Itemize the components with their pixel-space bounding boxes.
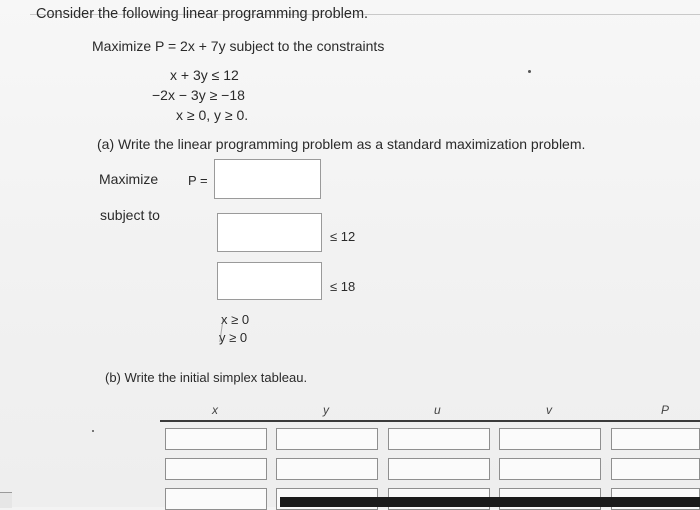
p-equals-label: P = — [188, 173, 208, 188]
maximize-label: Maximize — [99, 171, 159, 187]
corner-mark — [0, 492, 12, 508]
constraint-1: x + 3y ≤ 12 — [170, 67, 239, 83]
objective-answer-box[interactable] — [214, 159, 321, 199]
tableau-header-v: v — [546, 403, 552, 417]
stray-dot — [528, 70, 531, 73]
tableau-cell[interactable] — [276, 458, 378, 480]
constraint-2-rhs: ≤ 18 — [330, 279, 356, 294]
constraint-2: −2x − 3y ≥ −18 — [152, 87, 245, 103]
tableau-cell[interactable] — [165, 458, 267, 480]
objective-statement: Maximize P = 2x + 7y subject to the constraints — [92, 38, 385, 54]
constraint-nonnegativity: x ≥ 0, y ≥ 0. — [176, 107, 249, 123]
stray-dot — [92, 430, 94, 432]
nonnegativity-x: x ≥ 0 — [221, 312, 250, 327]
constraint-2-answer-box[interactable] — [217, 262, 322, 300]
constraint-1-answer-box[interactable] — [217, 213, 322, 252]
tableau-header-y: y — [323, 403, 329, 417]
tableau-header-x: x — [212, 403, 218, 417]
nonnegativity-y: y ≥ 0 — [219, 330, 248, 345]
part-b-prompt: (b) Write the initial simplex tableau. — [105, 370, 308, 385]
bottom-edge-bar — [280, 497, 700, 507]
tableau-cell[interactable] — [276, 428, 378, 450]
tableau-cell[interactable] — [499, 458, 601, 480]
tableau-header-rule — [160, 420, 700, 422]
tableau-cell[interactable] — [611, 428, 700, 450]
part-a-prompt: (a) Write the linear programming problem as a standard maximization problem. — [97, 136, 586, 152]
tableau-cell[interactable] — [165, 428, 267, 450]
constraint-1-rhs: ≤ 12 — [330, 229, 356, 244]
tableau-cell[interactable] — [499, 428, 601, 450]
problem-heading: Consider the following linear programming problem. — [36, 6, 369, 22]
tableau-cell[interactable] — [388, 428, 490, 450]
subject-to-label: subject to — [100, 207, 160, 223]
tableau-header-u: u — [434, 403, 441, 417]
tableau-cell[interactable] — [611, 458, 700, 480]
tableau-cell[interactable] — [388, 458, 490, 480]
tableau-header-p: P — [661, 403, 670, 417]
